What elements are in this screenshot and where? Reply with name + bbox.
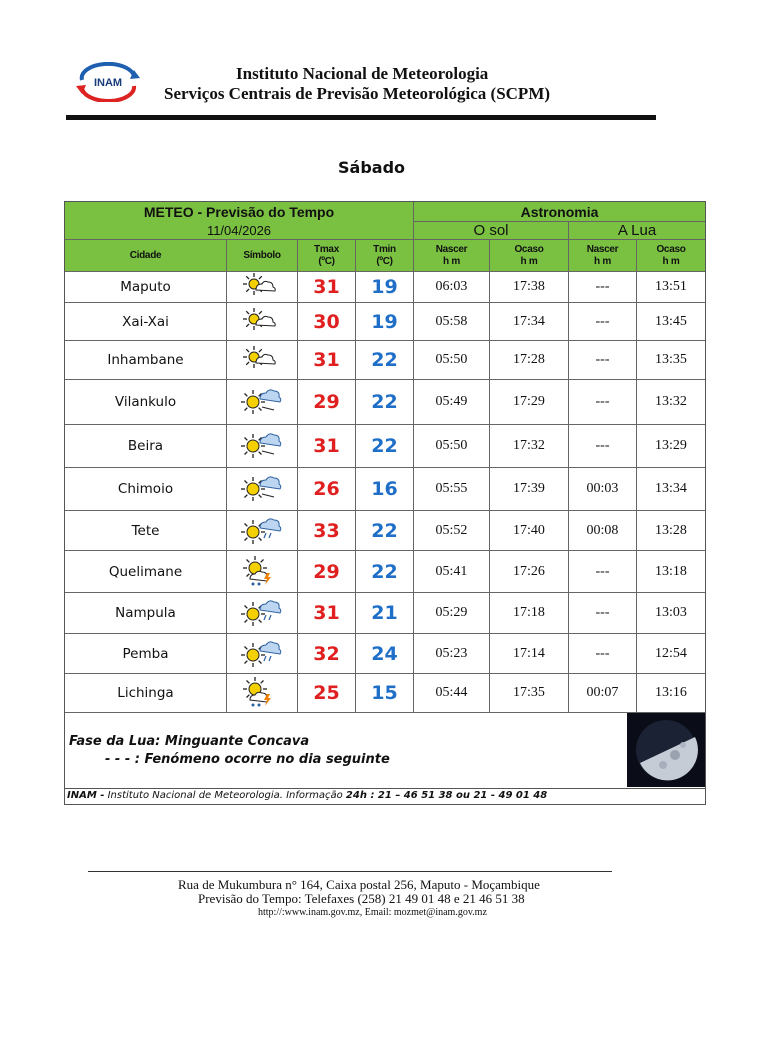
cell-tmin: 21 [356, 593, 414, 634]
cell-moon-rise: --- [569, 425, 637, 468]
cell-moon-set: 13:34 [637, 468, 705, 511]
col-symbol: Símbolo [227, 240, 298, 272]
partly-cloudy-icon [227, 303, 298, 341]
address-rule [88, 871, 612, 872]
cell-moon-rise: --- [569, 303, 637, 341]
cell-sun-set: 17:29 [490, 380, 569, 425]
sun-cloud-icon [227, 468, 298, 511]
col-moon-set [637, 240, 705, 272]
col-tmax-label: Tmax [314, 243, 339, 255]
cell-city: Pemba [65, 634, 227, 674]
svg-text:INAM: INAM [93, 77, 123, 89]
col-tmax-unit: (ºC) [318, 255, 335, 267]
col-tmin-unit: (ºC) [376, 255, 393, 267]
col-sun-rise-label: Nascer [435, 243, 468, 255]
sun-cloud-rain-icon [227, 593, 298, 634]
cell-city: Nampula [65, 593, 227, 634]
cell-tmin: 15 [356, 674, 414, 713]
cell-moon-set: 13:51 [637, 272, 705, 303]
cell-city: Vilankulo [65, 380, 227, 425]
cell-city: Quelimane [65, 551, 227, 593]
cell-tmax: 29 [298, 380, 356, 425]
cell-sun-set: 17:28 [490, 341, 569, 380]
cell-moon-rise: --- [569, 380, 637, 425]
table-footer [67, 790, 547, 801]
cell-moon-rise: 00:07 [569, 674, 637, 713]
cell-sun-rise: 05:29 [414, 593, 490, 634]
moon-phase-image [627, 713, 705, 787]
thunderstorm-icon [227, 551, 298, 593]
cell-tmax: 25 [298, 674, 356, 713]
cell-tmin: 19 [356, 303, 414, 341]
cell-city: Xai-Xai [65, 303, 227, 341]
cell-tmax: 33 [298, 511, 356, 551]
cell-sun-set: 17:18 [490, 593, 569, 634]
col-tmin-label: Tmin [373, 243, 396, 255]
cell-moon-set: 13:32 [637, 380, 705, 425]
cell-sun-rise: 06:03 [414, 272, 490, 303]
sun-cloud-rain-icon [227, 511, 298, 551]
thunderstorm-icon [227, 674, 298, 713]
cell-moon-rise: 00:03 [569, 468, 637, 511]
cell-sun-rise: 05:50 [414, 341, 490, 380]
cell-sun-rise: 05:49 [414, 380, 490, 425]
cell-sun-rise: 05:44 [414, 674, 490, 713]
sun-cloud-icon [227, 380, 298, 425]
cell-tmin: 22 [356, 551, 414, 593]
col-moon-rise [569, 240, 637, 272]
cell-sun-set: 17:26 [490, 551, 569, 593]
cell-sun-set: 17:35 [490, 674, 569, 713]
cell-sun-set: 17:34 [490, 303, 569, 341]
footer-rule [65, 788, 705, 789]
moon-title: A Lua [569, 222, 705, 240]
cell-moon-set: 12:54 [637, 634, 705, 674]
astronomy-title: Astronomia [414, 202, 705, 222]
col-sun-rise [414, 240, 490, 272]
col-tmin [356, 240, 414, 272]
partly-cloudy-icon [227, 272, 298, 303]
forecast-date: 11/04/2026 [65, 222, 414, 240]
cell-moon-rise: --- [569, 341, 637, 380]
cell-tmin: 16 [356, 468, 414, 511]
footer-phone: 24h : 21 – 46 51 38 ou 21 - 49 01 48 [345, 790, 548, 801]
cell-sun-rise: 05:23 [414, 634, 490, 674]
cell-sun-rise: 05:58 [414, 303, 490, 341]
col-city: Cidade [65, 240, 227, 272]
cell-moon-set: 13:16 [637, 674, 705, 713]
cell-sun-set: 17:38 [490, 272, 569, 303]
cell-moon-set: 13:29 [637, 425, 705, 468]
cell-sun-set: 17:32 [490, 425, 569, 468]
cell-tmax: 31 [298, 593, 356, 634]
cell-sun-set: 17:40 [490, 511, 569, 551]
moon-phase-label: Fase da Lua: Minguante Concava [69, 734, 310, 749]
cell-sun-rise: 05:41 [414, 551, 490, 593]
cell-sun-rise: 05:50 [414, 425, 490, 468]
footer-text: Instituto Nacional de Meteorologia. Informação [104, 790, 346, 801]
cell-moon-rise: --- [569, 634, 637, 674]
col-sun-set-label: Ocaso [514, 243, 544, 255]
phone-line: Previsão do Tempo: Telefaxes (258) 21 49 01 48 e 21 46 51 38 [198, 891, 525, 906]
cell-city: Maputo [65, 272, 227, 303]
cell-sun-set: 17:39 [490, 468, 569, 511]
sun-cloud-rain-icon [227, 634, 298, 674]
web-email-line: http://:www.inam.gov.mz, Email: mozmet@inam.gov.mz [258, 907, 487, 918]
cell-sun-rise: 05:55 [414, 468, 490, 511]
col-moon-set-label: Ocaso [656, 243, 686, 255]
footer-org: INAM - [67, 790, 105, 801]
partly-cloudy-icon [227, 341, 298, 380]
cell-tmax: 32 [298, 634, 356, 674]
cell-moon-set: 13:03 [637, 593, 705, 634]
col-sun-set [490, 240, 569, 272]
cell-moon-set: 13:45 [637, 303, 705, 341]
sun-cloud-icon [227, 425, 298, 468]
header-rule [66, 115, 656, 120]
col-tmax [298, 240, 356, 272]
cell-moon-set: 13:28 [637, 511, 705, 551]
institute-title: Instituto Nacional de Meteorologia [236, 64, 489, 83]
cell-city: Chimoio [65, 468, 227, 511]
inam-logo [74, 62, 142, 102]
cell-moon-set: 13:18 [637, 551, 705, 593]
cell-tmax: 31 [298, 341, 356, 380]
service-title: Serviços Centrais de Previsão Meteorológica (SCPM) [164, 84, 551, 103]
dash-note: - - - : Fenómeno ocorre no dia seguinte [105, 752, 390, 767]
sun-title: O sol [414, 222, 569, 240]
cell-tmin: 24 [356, 634, 414, 674]
forecast-table [64, 201, 706, 805]
cell-city: Inhambane [65, 341, 227, 380]
col-sun-rise-unit: h m [443, 255, 460, 267]
cell-tmax: 31 [298, 425, 356, 468]
address-line: Rua de Mukumbura n° 164, Caixa postal 256, Maputo - Moçambique [178, 877, 540, 892]
cell-tmax: 30 [298, 303, 356, 341]
cell-moon-rise: 00:08 [569, 511, 637, 551]
cell-moon-rise: --- [569, 272, 637, 303]
cell-tmin: 22 [356, 341, 414, 380]
cell-tmin: 22 [356, 425, 414, 468]
col-moon-rise-label: Nascer [586, 243, 619, 255]
cell-tmin: 22 [356, 380, 414, 425]
cell-moon-rise: --- [569, 593, 637, 634]
day-title: Sábado [338, 158, 406, 177]
meteo-title: METEO - Previsão do Tempo [65, 202, 414, 222]
cell-tmax: 31 [298, 272, 356, 303]
cell-sun-set: 17:14 [490, 634, 569, 674]
cell-city: Beira [65, 425, 227, 468]
cell-moon-rise: --- [569, 551, 637, 593]
col-moon-rise-unit: h m [594, 255, 611, 267]
cell-tmax: 29 [298, 551, 356, 593]
cell-moon-set: 13:35 [637, 341, 705, 380]
cell-tmin: 22 [356, 511, 414, 551]
cell-city: Tete [65, 511, 227, 551]
col-sun-set-unit: h m [520, 255, 538, 267]
cell-sun-rise: 05:52 [414, 511, 490, 551]
cell-tmax: 26 [298, 468, 356, 511]
cell-city: Lichinga [65, 674, 227, 713]
col-moon-set-unit: h m [662, 255, 680, 267]
cell-tmin: 19 [356, 272, 414, 303]
